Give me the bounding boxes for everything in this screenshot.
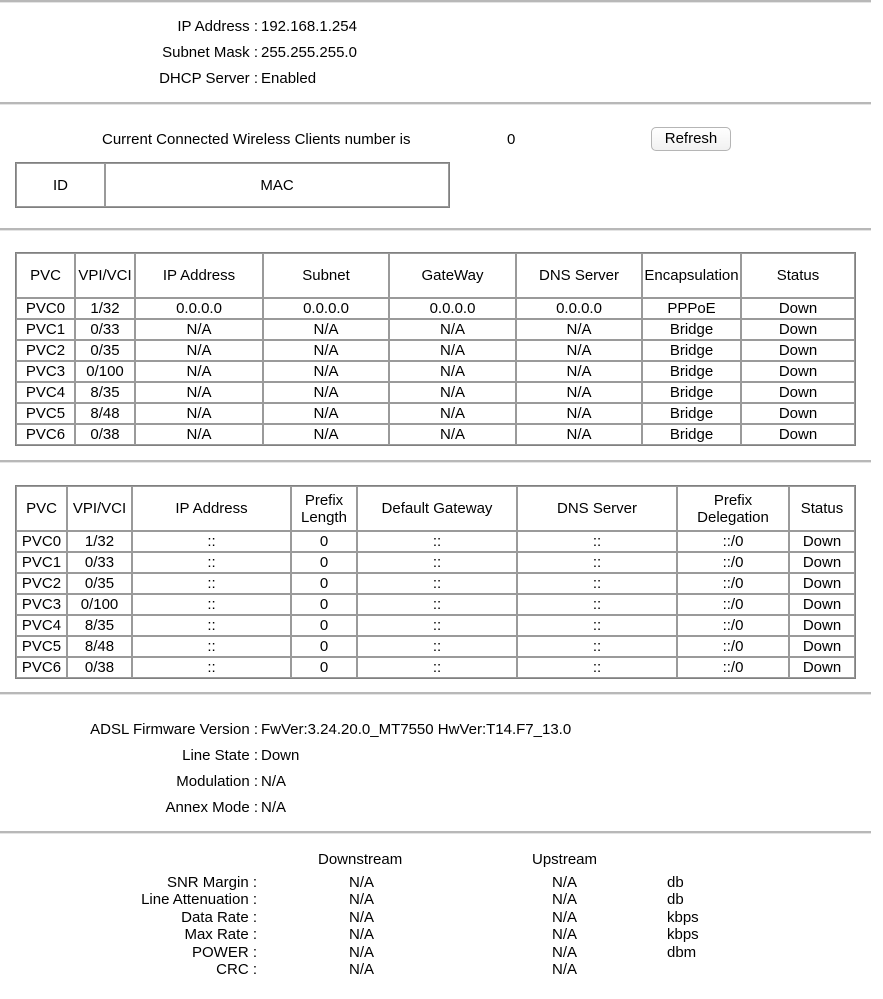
table-cell: N/A xyxy=(263,382,389,403)
subnet-mask-label: Subnet Mask : xyxy=(162,44,258,61)
table-cell: :: xyxy=(517,657,677,678)
table-cell: PVC4 xyxy=(16,382,75,403)
adsl-firmware-value: FwVer:3.24.20.0_MT7550 HwVer:T14.F7_13.0 xyxy=(261,721,572,738)
table-cell: PVC1 xyxy=(16,319,75,340)
table-row xyxy=(16,340,855,361)
table-row xyxy=(16,615,855,636)
table-cell: 8/35 xyxy=(67,615,132,636)
wan-ipv6-column-header: Prefix Length xyxy=(291,486,357,531)
ip-address-value: 192.168.1.254 xyxy=(261,18,357,35)
stat-upstream-value: N/A xyxy=(552,943,578,961)
stat-upstream-value: N/A xyxy=(552,926,578,944)
table-cell: N/A xyxy=(516,424,642,445)
table-cell: N/A xyxy=(389,403,516,424)
table-cell: Bridge xyxy=(642,340,741,361)
divider xyxy=(0,831,871,834)
column-header-mac: MAC xyxy=(105,163,449,207)
wan-ipv4-column-header: DNS Server xyxy=(516,253,642,298)
table-cell: ::/0 xyxy=(677,594,789,615)
table-cell: :: xyxy=(132,531,291,552)
table-cell: PVC2 xyxy=(16,340,75,361)
table-cell: 0/38 xyxy=(75,424,135,445)
table-cell: N/A xyxy=(135,382,263,403)
table-row xyxy=(16,424,855,445)
table-cell: PVC3 xyxy=(16,361,75,382)
table-cell: ::/0 xyxy=(677,573,789,594)
subnet-mask-value: 255.255.255.0 xyxy=(261,44,357,61)
wan-ipv4-column-header: GateWay xyxy=(389,253,516,298)
table-cell: Down xyxy=(789,636,855,657)
table-cell: Down xyxy=(741,424,855,445)
table-cell: 1/32 xyxy=(75,298,135,319)
divider xyxy=(0,102,871,105)
table-cell: Down xyxy=(741,319,855,340)
table-cell: N/A xyxy=(516,382,642,403)
table-cell: ::/0 xyxy=(677,552,789,573)
refresh-button[interactable]: Refresh xyxy=(651,127,731,151)
table-row xyxy=(16,531,855,552)
table-cell: :: xyxy=(517,594,677,615)
table-row xyxy=(16,594,855,615)
table-cell: PVC6 xyxy=(16,424,75,445)
line-state-value: Down xyxy=(261,747,300,764)
table-cell: Bridge xyxy=(642,319,741,340)
table-row xyxy=(16,382,855,403)
table-cell: Down xyxy=(741,298,855,319)
wan-ipv6-column-header: VPI/VCI xyxy=(67,486,132,531)
table-cell: :: xyxy=(132,573,291,594)
modulation-value: N/A xyxy=(261,773,287,790)
table-cell: :: xyxy=(357,657,517,678)
table-row xyxy=(16,636,855,657)
table-cell: Bridge xyxy=(642,424,741,445)
table-cell: N/A xyxy=(263,340,389,361)
stat-downstream-value: N/A xyxy=(349,943,375,961)
table-cell: Down xyxy=(741,361,855,382)
stat-label: SNR Margin : xyxy=(166,874,257,891)
annex-mode-label: Annex Mode : xyxy=(165,799,258,816)
stat-downstream-value: N/A xyxy=(349,926,375,944)
table-cell: Down xyxy=(789,552,855,573)
table-cell: N/A xyxy=(263,319,389,340)
table-cell: N/A xyxy=(516,340,642,361)
table-cell: ::/0 xyxy=(677,636,789,657)
stat-upstream-value: N/A xyxy=(552,908,578,926)
table-cell: :: xyxy=(132,594,291,615)
divider xyxy=(0,228,871,231)
table-cell: 0/100 xyxy=(75,361,135,382)
table-cell: PVC3 xyxy=(16,594,67,615)
table-cell: Down xyxy=(789,615,855,636)
table-cell: N/A xyxy=(263,424,389,445)
dhcp-server-label: DHCP Server : xyxy=(159,70,258,87)
table-cell: ::/0 xyxy=(677,531,789,552)
table-cell: :: xyxy=(132,552,291,573)
table-cell: ::/0 xyxy=(677,657,789,678)
table-cell: 0.0.0.0 xyxy=(135,298,263,319)
table-cell: 8/48 xyxy=(67,636,132,657)
table-cell: N/A xyxy=(516,319,642,340)
table-cell: N/A xyxy=(135,403,263,424)
wan-ipv6-column-header: PVC xyxy=(16,486,67,531)
table-cell: Down xyxy=(789,594,855,615)
table-cell: ::/0 xyxy=(677,615,789,636)
wireless-clients-count: 0 xyxy=(507,131,516,148)
table-cell: 0.0.0.0 xyxy=(263,298,389,319)
table-cell: PVC5 xyxy=(16,403,75,424)
table-cell: :: xyxy=(357,615,517,636)
stat-downstream-value: N/A xyxy=(349,891,375,909)
table-cell: Bridge xyxy=(642,361,741,382)
stat-downstream-value: N/A xyxy=(349,874,375,891)
stat-upstream-value: N/A xyxy=(552,961,578,978)
table-cell: Bridge xyxy=(642,403,741,424)
table-cell: Down xyxy=(789,657,855,678)
table-cell: 0/33 xyxy=(67,552,132,573)
table-cell: N/A xyxy=(389,319,516,340)
stat-label: CRC : xyxy=(216,961,257,978)
table-cell: :: xyxy=(517,573,677,594)
table-cell: :: xyxy=(357,636,517,657)
table-row xyxy=(16,361,855,382)
table-cell: :: xyxy=(517,531,677,552)
table-row xyxy=(16,657,855,678)
table-cell: :: xyxy=(517,552,677,573)
wan-ipv6-column-header: Default Gateway xyxy=(357,486,517,531)
line-state-label: Line State : xyxy=(182,747,258,764)
table-cell: 8/48 xyxy=(75,403,135,424)
adsl-firmware-label: ADSL Firmware Version : xyxy=(90,721,258,738)
table-cell: 0/33 xyxy=(75,319,135,340)
table-cell: N/A xyxy=(389,340,516,361)
table-row xyxy=(16,319,855,340)
stat-unit: kbps xyxy=(667,926,699,944)
table-cell: N/A xyxy=(516,361,642,382)
wan-ipv4-column-header: IP Address xyxy=(135,253,263,298)
table-cell: 0 xyxy=(291,552,357,573)
stat-label: POWER : xyxy=(191,943,257,961)
wan-ipv4-table xyxy=(15,252,856,446)
wan-ipv4-column-header: VPI/VCI xyxy=(75,253,135,298)
upstream-header: Upstream xyxy=(532,851,598,868)
table-cell: PVC5 xyxy=(16,636,67,657)
table-cell: :: xyxy=(132,657,291,678)
stat-label: Line Attenuation : xyxy=(141,891,257,909)
table-cell: PVC0 xyxy=(16,298,75,319)
table-row xyxy=(16,298,855,319)
stat-downstream-value: N/A xyxy=(349,908,375,926)
divider xyxy=(0,0,871,3)
wireless-clients-table xyxy=(15,162,450,208)
table-cell: N/A xyxy=(389,424,516,445)
table-cell: Bridge xyxy=(642,382,741,403)
table-cell: :: xyxy=(357,531,517,552)
table-cell: PPPoE xyxy=(642,298,741,319)
stat-upstream-value: N/A xyxy=(552,874,578,891)
table-row xyxy=(16,403,855,424)
table-cell: :: xyxy=(517,636,677,657)
table-cell: 0.0.0.0 xyxy=(389,298,516,319)
table-cell: 0 xyxy=(291,615,357,636)
annex-mode-value: N/A xyxy=(261,799,287,816)
table-cell: PVC1 xyxy=(16,552,67,573)
wan-ipv6-column-header: IP Address xyxy=(132,486,291,531)
ip-address-label: IP Address : xyxy=(177,18,258,35)
divider xyxy=(0,460,871,463)
table-row xyxy=(16,552,855,573)
wan-ipv6-column-header: Status xyxy=(789,486,855,531)
table-cell: N/A xyxy=(135,424,263,445)
wan-ipv4-column-header: Encapsulation xyxy=(642,253,741,298)
column-header-id: ID xyxy=(16,163,105,207)
stat-unit: db xyxy=(667,874,684,891)
modulation-label: Modulation : xyxy=(176,773,258,790)
table-cell: 0 xyxy=(291,573,357,594)
table-cell: Down xyxy=(789,531,855,552)
wireless-clients-label: Current Connected Wireless Clients number is xyxy=(102,131,411,148)
stat-unit: db xyxy=(667,891,684,909)
table-cell: 0.0.0.0 xyxy=(516,298,642,319)
table-cell: 0 xyxy=(291,657,357,678)
table-cell: N/A xyxy=(135,319,263,340)
table-cell: N/A xyxy=(389,361,516,382)
table-cell: :: xyxy=(357,594,517,615)
table-cell: 8/35 xyxy=(75,382,135,403)
stat-downstream-value: N/A xyxy=(349,961,375,978)
downstream-header: Downstream xyxy=(318,851,403,868)
table-cell: N/A xyxy=(135,361,263,382)
table-cell: :: xyxy=(132,636,291,657)
table-cell: PVC0 xyxy=(16,531,67,552)
table-cell: :: xyxy=(357,573,517,594)
table-cell: PVC6 xyxy=(16,657,67,678)
table-cell: N/A xyxy=(135,340,263,361)
stat-label: Data Rate : xyxy=(181,908,257,926)
table-cell: 0 xyxy=(291,531,357,552)
table-cell: :: xyxy=(357,552,517,573)
wan-ipv6-table xyxy=(15,485,856,679)
table-cell: Down xyxy=(789,573,855,594)
wan-ipv6-column-header: Prefix Delegation xyxy=(677,486,789,531)
table-cell: 1/32 xyxy=(67,531,132,552)
wan-ipv6-column-header: DNS Server xyxy=(517,486,677,531)
table-cell: 0/38 xyxy=(67,657,132,678)
table-cell: Down xyxy=(741,340,855,361)
table-cell: Down xyxy=(741,403,855,424)
table-cell: N/A xyxy=(516,403,642,424)
dhcp-server-value: Enabled xyxy=(261,70,317,87)
table-cell: N/A xyxy=(263,403,389,424)
table-cell: 0/35 xyxy=(75,340,135,361)
stat-unit: dbm xyxy=(667,943,697,961)
stat-label: Max Rate : xyxy=(184,926,257,944)
table-cell: :: xyxy=(132,615,291,636)
table-cell: Down xyxy=(741,382,855,403)
table-cell: 0 xyxy=(291,636,357,657)
table-cell: 0/35 xyxy=(67,573,132,594)
table-cell: :: xyxy=(517,615,677,636)
stat-unit: kbps xyxy=(667,908,699,926)
wan-ipv4-column-header: Subnet xyxy=(263,253,389,298)
wan-ipv4-column-header: Status xyxy=(741,253,855,298)
table-cell: 0 xyxy=(291,594,357,615)
table-cell: N/A xyxy=(389,382,516,403)
table-cell: 0/100 xyxy=(67,594,132,615)
divider xyxy=(0,692,871,695)
table-row xyxy=(16,573,855,594)
wan-ipv4-column-header: PVC xyxy=(16,253,75,298)
stat-upstream-value: N/A xyxy=(552,891,578,909)
table-cell: PVC2 xyxy=(16,573,67,594)
table-cell: PVC4 xyxy=(16,615,67,636)
table-cell: N/A xyxy=(263,361,389,382)
